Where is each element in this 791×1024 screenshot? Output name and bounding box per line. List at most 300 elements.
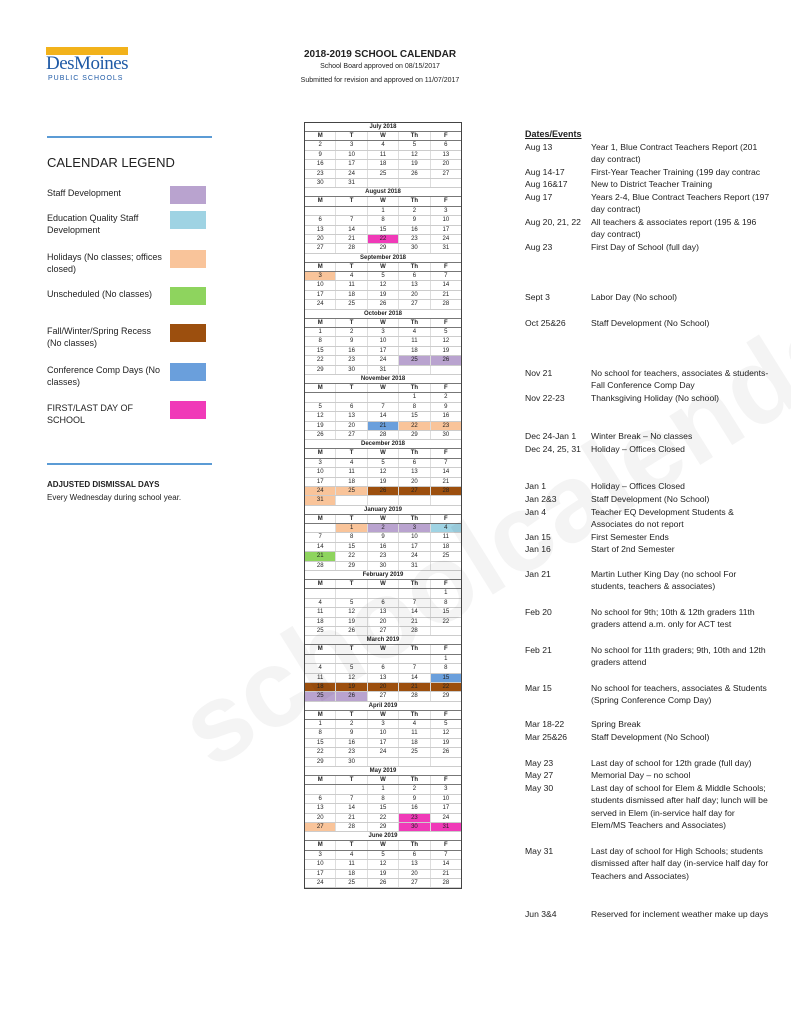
month-title: June 2019 <box>305 832 461 841</box>
day-cell: 5 <box>368 459 399 467</box>
event-date: May 31 <box>525 846 554 856</box>
event-date: Jun 3&4 <box>525 909 557 919</box>
legend-label: Holidays (No classes; offices closed) <box>47 252 162 274</box>
day-cell: 26 <box>442 749 450 756</box>
day-cell <box>336 785 367 793</box>
event-date: Aug 13 <box>525 142 553 152</box>
event-description: Last day of school for High Schools; students dismissed after half day (in-service half day for Teachers and Associates) <box>591 846 769 881</box>
weekday-header: T <box>336 319 367 327</box>
day-cell <box>305 524 336 532</box>
day-cell: 10 <box>399 533 430 541</box>
day-cell: 7 <box>444 851 448 858</box>
day-cell: 31 <box>442 245 450 252</box>
day-cell: 8 <box>368 216 399 224</box>
day-cell: 11 <box>305 674 336 682</box>
day-cell <box>336 393 367 401</box>
day-cell: 11 <box>336 860 367 868</box>
day-cell: 21 <box>399 683 430 691</box>
day-cell: 28 <box>442 879 450 886</box>
day-cell: 7 <box>444 273 448 280</box>
event-description: Staff Development (No School) <box>591 318 710 328</box>
day-cell: 15 <box>431 674 461 682</box>
weekday-header: Th <box>399 263 430 271</box>
day-cell: 24 <box>305 487 336 495</box>
day-cell: 8 <box>336 533 367 541</box>
logo-name: DesMoines <box>46 53 129 74</box>
day-cell: 4 <box>336 272 367 280</box>
day-cell: 23 <box>336 748 367 756</box>
day-cell: 27 <box>399 300 430 308</box>
event-date: Feb 21 <box>525 645 552 655</box>
day-cell <box>305 393 336 401</box>
weekday-header: Th <box>399 384 430 392</box>
day-cell: 20 <box>442 161 450 168</box>
event-date: Jan 15 <box>525 532 551 542</box>
week-row <box>305 216 461 225</box>
day-cell: 25 <box>442 553 450 560</box>
legend-swatch <box>170 250 206 268</box>
day-cell: 8 <box>305 337 336 345</box>
day-cell: 2 <box>368 524 399 532</box>
day-cell: 3 <box>444 207 448 214</box>
weekday-header: F <box>443 319 448 326</box>
weekday-header: Th <box>399 132 430 140</box>
day-cell: 31 <box>305 496 336 504</box>
weekday-header: Th <box>399 319 430 327</box>
approval-line-2: Submitted for revision and approved on 11/07/2017 <box>300 77 460 84</box>
day-cell: 28 <box>399 627 430 635</box>
weekday-header: W <box>368 841 399 849</box>
day-cell: 12 <box>368 468 399 476</box>
weekday-header: W <box>368 449 399 457</box>
week-row <box>305 851 461 860</box>
weekday-header: F <box>443 581 448 588</box>
day-cell: 2 <box>399 207 430 215</box>
day-cell: 21 <box>442 870 450 877</box>
dismissal-title: ADJUSTED DISMISSAL DAYS <box>47 480 160 489</box>
day-cell: 2 <box>305 141 336 149</box>
day-cell: 22 <box>442 618 450 625</box>
weekday-header: M <box>305 449 336 457</box>
day-cell: 13 <box>336 412 367 420</box>
day-cell: 19 <box>336 618 367 626</box>
event-description: No school for 11th graders; 9th, 10th and 12th graders attend <box>591 645 766 668</box>
event-date: Jan 16 <box>525 544 551 554</box>
day-cell: 15 <box>305 347 336 355</box>
day-cell: 9 <box>399 216 430 224</box>
day-cell: 7 <box>399 664 430 672</box>
event-description: New to District Teacher Training <box>591 179 713 189</box>
day-cell: 11 <box>442 534 449 541</box>
day-cell: 17 <box>442 226 450 233</box>
weekday-header-row <box>305 449 461 458</box>
event-description: Start of 2nd Semester <box>591 544 675 554</box>
day-cell: 25 <box>399 356 430 364</box>
day-cell: 19 <box>442 739 450 746</box>
day-cell <box>431 179 461 187</box>
day-cell: 29 <box>368 823 399 831</box>
events-title: Dates/Events <box>525 129 582 139</box>
day-cell: 2 <box>444 394 448 401</box>
week-row <box>305 356 461 365</box>
weekday-header: T <box>336 384 367 392</box>
weekday-header: F <box>443 263 448 270</box>
day-cell: 10 <box>305 860 336 868</box>
day-cell: 25 <box>336 879 367 887</box>
day-cell: 13 <box>399 468 430 476</box>
day-cell: 11 <box>399 729 430 737</box>
day-cell: 11 <box>368 151 399 159</box>
day-cell: 12 <box>442 730 450 737</box>
day-cell: 9 <box>336 337 367 345</box>
day-cell <box>368 758 399 766</box>
day-cell: 6 <box>305 795 336 803</box>
day-cell: 5 <box>444 721 448 728</box>
weekday-header: W <box>368 711 399 719</box>
event-description: Holiday – Offices Closed <box>591 444 685 454</box>
event-date: Feb 20 <box>525 607 552 617</box>
weekday-header: Th <box>399 197 430 205</box>
day-cell: 31 <box>431 823 461 831</box>
legend-title: CALENDAR LEGEND <box>47 155 175 170</box>
day-cell <box>305 785 336 793</box>
weekday-header: F <box>443 133 448 139</box>
event-description: First Day of School (full day) <box>591 242 699 252</box>
day-cell: 30 <box>305 179 336 187</box>
day-cell: 4 <box>399 720 430 728</box>
week-row <box>305 207 461 216</box>
weekday-header: W <box>368 263 399 271</box>
day-cell: 30 <box>399 244 430 252</box>
day-cell: 29 <box>399 431 430 439</box>
day-cell: 7 <box>336 216 367 224</box>
weekday-header: W <box>368 384 399 392</box>
weekday-header-row <box>305 132 461 141</box>
day-cell: 4 <box>399 328 430 336</box>
day-cell: 5 <box>336 664 367 672</box>
week-row <box>305 337 461 346</box>
day-cell: 23 <box>336 356 367 364</box>
day-cell: 6 <box>399 459 430 467</box>
day-cell: 14 <box>305 543 336 551</box>
week-row <box>305 478 461 487</box>
day-cell: 21 <box>305 552 336 560</box>
day-cell: 11 <box>336 281 367 289</box>
weekday-header: T <box>336 711 367 719</box>
weekday-header: W <box>368 776 399 784</box>
day-cell: 31 <box>399 562 430 570</box>
event-description: No school for teachers, associates & Students (Spring Conference Comp Day) <box>591 683 767 706</box>
weekday-header: M <box>305 645 336 653</box>
weekday-header: M <box>305 580 336 588</box>
day-cell: 15 <box>399 412 430 420</box>
weekday-header: F <box>443 646 448 653</box>
day-cell: 12 <box>442 338 450 345</box>
week-row <box>305 748 461 757</box>
day-cell: 28 <box>368 431 399 439</box>
day-cell: 16 <box>305 160 336 168</box>
week-row <box>305 393 461 402</box>
weekday-header-row <box>305 776 461 785</box>
week-row <box>305 431 461 440</box>
day-cell: 6 <box>336 403 367 411</box>
day-cell: 14 <box>442 861 450 868</box>
day-cell: 10 <box>305 281 336 289</box>
legend-swatch <box>170 363 206 381</box>
day-cell: 4 <box>431 524 461 532</box>
weekday-header: F <box>443 515 448 522</box>
month-title: March 2019 <box>305 636 461 645</box>
day-cell: 19 <box>399 160 430 168</box>
month-title: October 2018 <box>305 310 461 319</box>
day-cell: 18 <box>305 683 336 691</box>
weekday-header: Th <box>399 711 430 719</box>
day-cell: 27 <box>305 244 336 252</box>
event-description: Last day of school for 12th grade (full day) <box>591 758 752 768</box>
week-row <box>305 758 461 767</box>
week-row <box>305 366 461 375</box>
day-cell: 4 <box>336 459 367 467</box>
weekday-header: M <box>305 384 336 392</box>
week-row <box>305 879 461 888</box>
day-cell: 27 <box>336 431 367 439</box>
week-row <box>305 739 461 748</box>
weekday-header: W <box>368 132 399 140</box>
weekday-header: T <box>336 132 367 140</box>
month-title: May 2019 <box>305 767 461 776</box>
event-date: May 23 <box>525 758 554 768</box>
day-cell: 13 <box>305 804 336 812</box>
day-cell <box>431 366 461 374</box>
day-cell: 4 <box>336 851 367 859</box>
day-cell: 9 <box>336 729 367 737</box>
day-cell: 26 <box>336 692 367 700</box>
day-cell: 4 <box>305 599 336 607</box>
day-cell: 21 <box>336 235 367 243</box>
day-cell: 20 <box>399 870 430 878</box>
day-cell: 25 <box>305 627 336 635</box>
weekday-header: Th <box>399 515 430 523</box>
month-title: February 2019 <box>305 571 461 580</box>
weekday-header: F <box>443 384 448 391</box>
day-cell: 25 <box>336 487 367 495</box>
week-row <box>305 244 461 253</box>
day-cell: 22 <box>431 683 461 691</box>
weekday-header: W <box>368 580 399 588</box>
day-cell: 25 <box>305 692 336 700</box>
weekday-header: Th <box>399 776 430 784</box>
weekday-header: T <box>336 263 367 271</box>
weekday-header: T <box>336 776 367 784</box>
day-cell: 27 <box>368 692 399 700</box>
day-cell: 23 <box>399 814 430 822</box>
dismissal-text: Every Wednesday during school year. <box>47 493 182 502</box>
day-cell: 17 <box>399 543 430 551</box>
day-cell: 3 <box>305 459 336 467</box>
weekday-header: M <box>305 319 336 327</box>
event-date: Mar 25&26 <box>525 732 568 742</box>
day-cell: 6 <box>444 142 448 149</box>
day-cell: 19 <box>368 870 399 878</box>
day-cell: 7 <box>336 795 367 803</box>
day-cell: 19 <box>305 422 336 430</box>
week-row <box>305 870 461 879</box>
day-cell: 14 <box>442 282 450 289</box>
event-date: Sept 3 <box>525 292 550 302</box>
day-cell: 26 <box>399 170 430 178</box>
day-cell: 3 <box>305 851 336 859</box>
day-cell: 5 <box>444 329 448 336</box>
day-cell: 27 <box>305 823 336 831</box>
day-cell: 16 <box>336 739 367 747</box>
event-date: Jan 21 <box>525 569 551 579</box>
day-cell: 21 <box>336 814 367 822</box>
day-cell: 1 <box>305 720 336 728</box>
day-cell: 28 <box>305 562 336 570</box>
day-cell: 3 <box>444 786 448 793</box>
day-cell: 29 <box>336 562 367 570</box>
event-date: Aug 20, 21, 22 <box>525 217 581 227</box>
event-date: Mar 18-22 <box>525 719 565 729</box>
day-cell: 28 <box>399 692 430 700</box>
weekday-header: Th <box>399 580 430 588</box>
event-description: Years 2-4, Blue Contract Teachers Report (197 day contract) <box>591 192 770 215</box>
event-date: Aug 17 <box>525 192 553 202</box>
weekday-header: W <box>368 515 399 523</box>
day-cell <box>305 207 336 215</box>
day-cell: 16 <box>368 543 399 551</box>
week-row <box>305 487 461 496</box>
day-cell: 16 <box>336 347 367 355</box>
day-cell: 7 <box>368 403 399 411</box>
day-cell: 4 <box>305 664 336 672</box>
day-cell: 28 <box>442 301 450 308</box>
day-cell: 10 <box>442 795 450 802</box>
weekday-header: M <box>305 515 336 523</box>
day-cell: 28 <box>336 823 367 831</box>
day-cell <box>336 496 367 504</box>
week-row <box>305 347 461 356</box>
weekday-header: Th <box>399 841 430 849</box>
day-cell: 30 <box>442 431 450 438</box>
day-cell: 24 <box>442 235 450 242</box>
day-cell: 22 <box>305 748 336 756</box>
week-row <box>305 729 461 738</box>
weekday-header: W <box>368 645 399 653</box>
week-row <box>305 468 461 477</box>
event-date: Aug 14-17 <box>525 167 565 177</box>
weekday-header: T <box>336 645 367 653</box>
day-cell: 13 <box>368 674 399 682</box>
day-cell: 12 <box>336 674 367 682</box>
event-date: Dec 24, 25, 31 <box>525 444 581 454</box>
weekday-header: T <box>336 197 367 205</box>
event-description: Martin Luther King Day (no school For students, teachers & associates) <box>591 569 737 592</box>
day-cell: 8 <box>444 665 448 672</box>
weekday-header: F <box>443 777 448 784</box>
day-cell: 20 <box>399 478 430 486</box>
day-cell <box>368 496 399 504</box>
day-cell: 21 <box>442 478 450 485</box>
weekday-header-row <box>305 841 461 850</box>
week-row <box>305 160 461 169</box>
day-cell: 5 <box>399 141 430 149</box>
event-date: Oct 25&26 <box>525 318 566 328</box>
day-cell: 15 <box>305 739 336 747</box>
logo-subtitle: PUBLIC SCHOOLS <box>48 75 124 82</box>
day-cell: 8 <box>399 403 430 411</box>
page-title: 2018-2019 SCHOOL CALENDAR <box>303 49 457 60</box>
day-cell: 4 <box>368 141 399 149</box>
day-cell: 10 <box>305 468 336 476</box>
day-cell: 18 <box>305 618 336 626</box>
event-date: Dec 24-Jan 1 <box>525 431 577 441</box>
event-description: Spring Break <box>591 719 641 729</box>
day-cell <box>399 179 430 187</box>
day-cell: 8 <box>368 795 399 803</box>
day-cell: 8 <box>444 599 448 606</box>
day-cell: 25 <box>368 170 399 178</box>
event-date: Mar 15 <box>525 683 552 693</box>
day-cell: 18 <box>399 347 430 355</box>
week-row <box>305 496 461 505</box>
day-cell: 7 <box>399 599 430 607</box>
day-cell: 10 <box>442 217 450 224</box>
day-cell: 27 <box>399 879 430 887</box>
event-date: Jan 2&3 <box>525 494 557 504</box>
day-cell: 22 <box>368 814 399 822</box>
day-cell: 31 <box>368 366 399 374</box>
weekday-header: M <box>305 711 336 719</box>
day-cell: 15 <box>368 804 399 812</box>
week-row <box>305 328 461 337</box>
day-cell: 19 <box>368 291 399 299</box>
day-cell: 14 <box>336 804 367 812</box>
day-cell: 12 <box>305 412 336 420</box>
event-description: Staff Development (No School) <box>591 732 710 742</box>
approval-line-1: School Board approved on 08/15/2017 <box>320 63 440 70</box>
day-cell: 15 <box>442 609 450 616</box>
day-cell: 14 <box>399 608 430 616</box>
legend-swatch <box>170 211 206 229</box>
event-description: First-Year Teacher Training (199 day contrac <box>591 167 761 177</box>
event-description: Winter Break – No classes <box>591 431 693 441</box>
day-cell: 30 <box>336 758 367 766</box>
divider <box>47 136 212 138</box>
day-cell: 14 <box>442 469 450 476</box>
day-cell: 17 <box>305 870 336 878</box>
day-cell: 22 <box>399 422 430 430</box>
day-cell <box>399 496 430 504</box>
month-title: September 2018 <box>305 254 461 263</box>
month-title: August 2018 <box>305 188 461 197</box>
day-cell: 26 <box>336 627 367 635</box>
day-cell: 23 <box>305 170 336 178</box>
day-cell: 24 <box>336 170 367 178</box>
event-date: Aug 16&17 <box>525 179 568 189</box>
week-row <box>305 823 461 832</box>
day-cell: 12 <box>368 281 399 289</box>
day-cell <box>368 179 399 187</box>
legend-label: Staff Development <box>47 188 121 198</box>
weekday-header: F <box>443 450 448 457</box>
day-cell: 12 <box>368 860 399 868</box>
legend-label: Fall/Winter/Spring Recess (No classes) <box>47 326 152 348</box>
day-cell: 18 <box>368 160 399 168</box>
month-title: July 2018 <box>305 123 461 132</box>
week-row <box>305 860 461 869</box>
day-cell: 24 <box>305 300 336 308</box>
